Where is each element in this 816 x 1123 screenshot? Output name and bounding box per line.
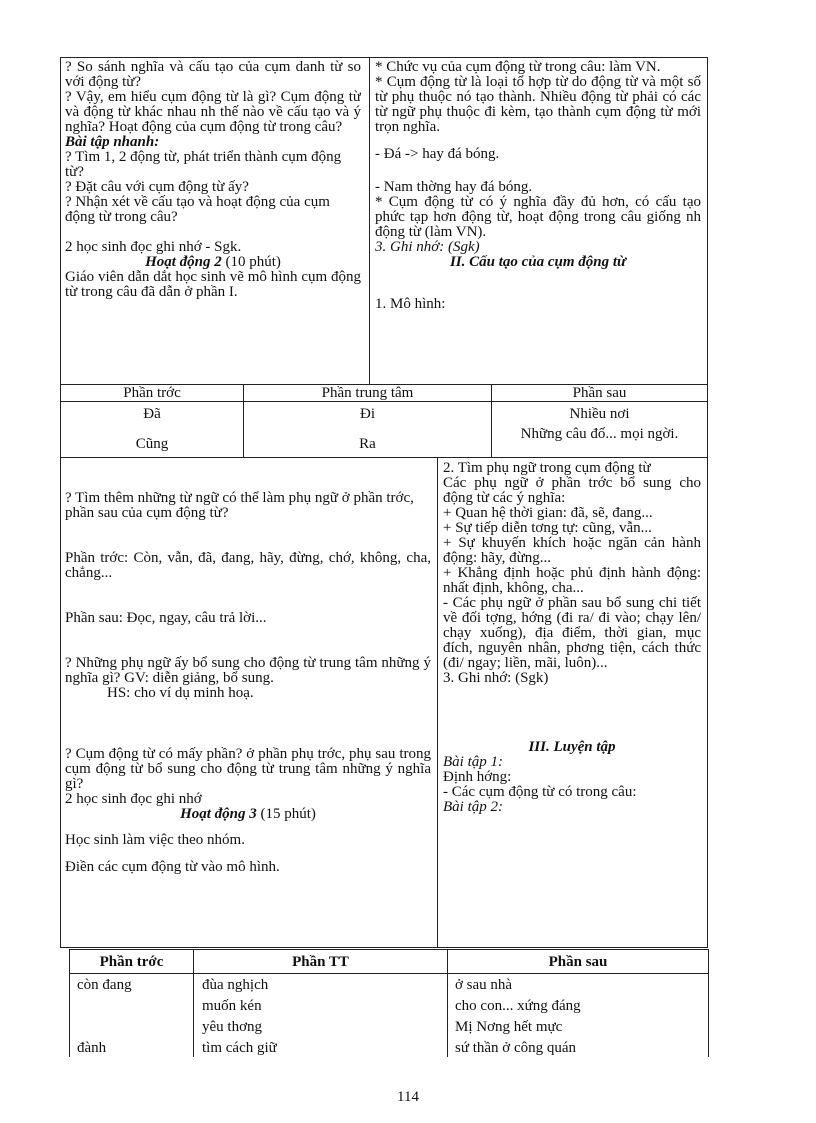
model-label: 1. Mô hình: (375, 296, 446, 312)
phrase-comparison: * Cụm động từ có ý nghĩa đầy đủ hơn, có cấu tạo phức tạp hơn động từ, hoạt động trong câu giống nh động từ (làm VN). (375, 194, 701, 240)
before-modifiers-meaning: Các phụ ngữ ở phần trớc bổ sung cho động từ các ý nghĩa: (443, 475, 701, 506)
example-kick: - Đá -> hay đá bóng. (375, 146, 500, 162)
meaning-encourage: + Sự khuyến khích hoặc ngăn cản hành động: hãy, đừng... (443, 535, 701, 566)
exercise-cell-r4-after: sứ thần ở công quán (455, 1041, 577, 1056)
exercise-cell-r2-after: cho con... xứng đáng (455, 999, 581, 1014)
section1-right-column (375, 60, 701, 384)
question-meaning: ? Những phụ ngữ ấy bổ sung cho động từ trung tâm những ý nghĩa gì? GV: diễn giảng, bổ sung. (65, 655, 431, 686)
find-modifiers-heading: 2. Tìm phụ ngữ trong cụm động từ (443, 461, 651, 476)
structure-heading: II. Cấu tạo của cụm động từ (449, 254, 627, 270)
model-cell-r2-center: Ra (359, 437, 376, 452)
activity3-heading: Hoạt động 3 (15 phút) (180, 806, 316, 822)
phrase-definition: * Cụm động từ là loại tổ hợp từ do động từ và một số từ phụ thuộc nó tạo thành. Nhiều động từ phải có các từ ngữ phụ thuộc đi kèm, tạo thành cụm động từ mới trọn nghĩa. (375, 74, 701, 135)
section2-right-column (443, 461, 701, 947)
exercise-cell-r4-center: tìm cách giữ (202, 1041, 277, 1056)
exercise-cell-r2-center: muốn kén (202, 999, 262, 1014)
after-modifiers: Phần sau: Đọc, ngay, câu trả lời... (65, 610, 267, 626)
exercise-header-center: Phần TT (292, 955, 349, 970)
exercise-cell-r1-after: ở sau nhà (455, 978, 513, 993)
model-cell-r1-center: Đi (360, 407, 375, 422)
model-header-center: Phần trung tâm (321, 386, 414, 401)
before-modifiers: Phần trớc: Còn, vẫn, đã, đang, hãy, đừng, chớ, không, cha, chẳng... (65, 550, 431, 581)
exercise-header-before: Phần trớc (99, 955, 164, 970)
exercise2-label: Bài tập 2: (443, 799, 503, 815)
meaning-time: + Quan hệ thời gian: đã, sẽ, đang... (443, 505, 653, 521)
memo-ref-1: 3. Ghi nhớ: (Sgk) (375, 239, 480, 255)
exercise-header-after: Phần sau (548, 955, 608, 970)
question-find-verbs: ? Tìm 1, 2 động từ, phát triển thành cụm động từ? (65, 149, 342, 180)
model-cell-r1-after: Nhiều nơi (569, 407, 630, 422)
teacher-guide: Giáo viên dẫn dắt học sinh vẽ mô hình cụm động từ trong câu đã dẫn ở phần I. (65, 269, 361, 300)
orientation-label: Định hớng: (443, 769, 512, 785)
phrases-in-sentence: - Các cụm động từ có trong câu: (443, 784, 637, 800)
memo-ref-2: 3. Ghi nhớ: (Sgk) (443, 670, 549, 686)
meaning-continuation: + Sự tiếp diễn tơng tự: cũng, vẫn... (443, 520, 652, 536)
section1-left-column (65, 60, 361, 384)
fill-model: Điền các cụm động từ vào mô hình. (65, 859, 280, 875)
question-comment-structure: ? Nhận xét về cấu tạo và hoạt động của cụm động từ trong câu? (65, 194, 330, 225)
exercise-cell-r4-before: đành (77, 1041, 107, 1056)
question-parts: ? Cụm động từ có mấy phần? ở phần phụ trớc, phụ sau trong cụm động từ bổ sung cho động từ trung tâm những ý nghĩa gì? (65, 746, 431, 792)
read-memo: 2 học sinh đọc ghi nhớ - Sgk. (65, 239, 242, 255)
group-work: Học sinh làm việc theo nhóm. (65, 832, 245, 848)
hs-example: HS: cho ví dụ minh hoạ. (107, 685, 254, 701)
question-define-phrase: ? Vậy, em hiểu cụm động từ là gì? Cụm động từ và động từ khác nhau nh thế nào về cấu tạo và ý nghĩa? Hoạt động của cụm động từ trong câu? (65, 89, 361, 135)
question-find-modifiers: ? Tìm thêm những từ ngữ có thể làm phụ ngữ ở phần trớc, phần sau của cụm động từ? (65, 490, 414, 521)
page-number: 114 (397, 1090, 419, 1105)
practice-heading: III. Luyện tập (528, 739, 616, 755)
model-cell-r2-before: Cũng (135, 437, 169, 452)
exercise-cell-r3-after: Mị Nơng hết mực (455, 1020, 563, 1035)
read-memo-2: 2 học sinh đọc ghi nhớ (65, 791, 202, 807)
question-compare: ? So sánh nghĩa và cấu tạo của cụm danh từ so với động từ? (65, 60, 361, 90)
exercise1-label: Bài tập 1: (443, 754, 503, 770)
model-cell-r2-after: Những câu đố... mọi ngời. (520, 427, 679, 442)
model-header-before: Phần trớc (123, 386, 181, 401)
phrase-function: * Chức vụ của cụm động từ trong câu: làm VN. (375, 60, 661, 75)
section2-left-column (65, 461, 431, 947)
exercise-cell-r3-center: yêu thơng (202, 1020, 263, 1035)
exercise-cell-r1-center: đùa nghịch (202, 978, 269, 993)
model-header-after: Phần sau (572, 386, 627, 401)
model-cell-r1-before: Đã (143, 407, 161, 422)
quick-exercise-heading: Bài tập nhanh: (65, 134, 160, 150)
question-make-sentence: ? Đặt câu với cụm động từ ấy? (65, 179, 249, 195)
activity2-heading: Hoạt động 2 (10 phút) (145, 254, 281, 270)
exercise-cell-r1-before: còn đang (77, 978, 132, 993)
meaning-affirm: + Khẳng định hoặc phủ định hành động: nhất định, không, cha... (443, 565, 701, 596)
example-nam: - Nam thờng hay đá bóng. (375, 179, 533, 195)
after-modifiers-meaning: - Các phụ ngữ ở phần sau bổ sung chi tiết về đối tợng, hớng (đi ra/ đi vào; chạy lên/ chạy xuống), địa điểm, thời gian, mục đích, nguyên nhân, phơng tiện, cách thức (đi/ ngay; liền, mãi, luôn)... (443, 595, 701, 671)
